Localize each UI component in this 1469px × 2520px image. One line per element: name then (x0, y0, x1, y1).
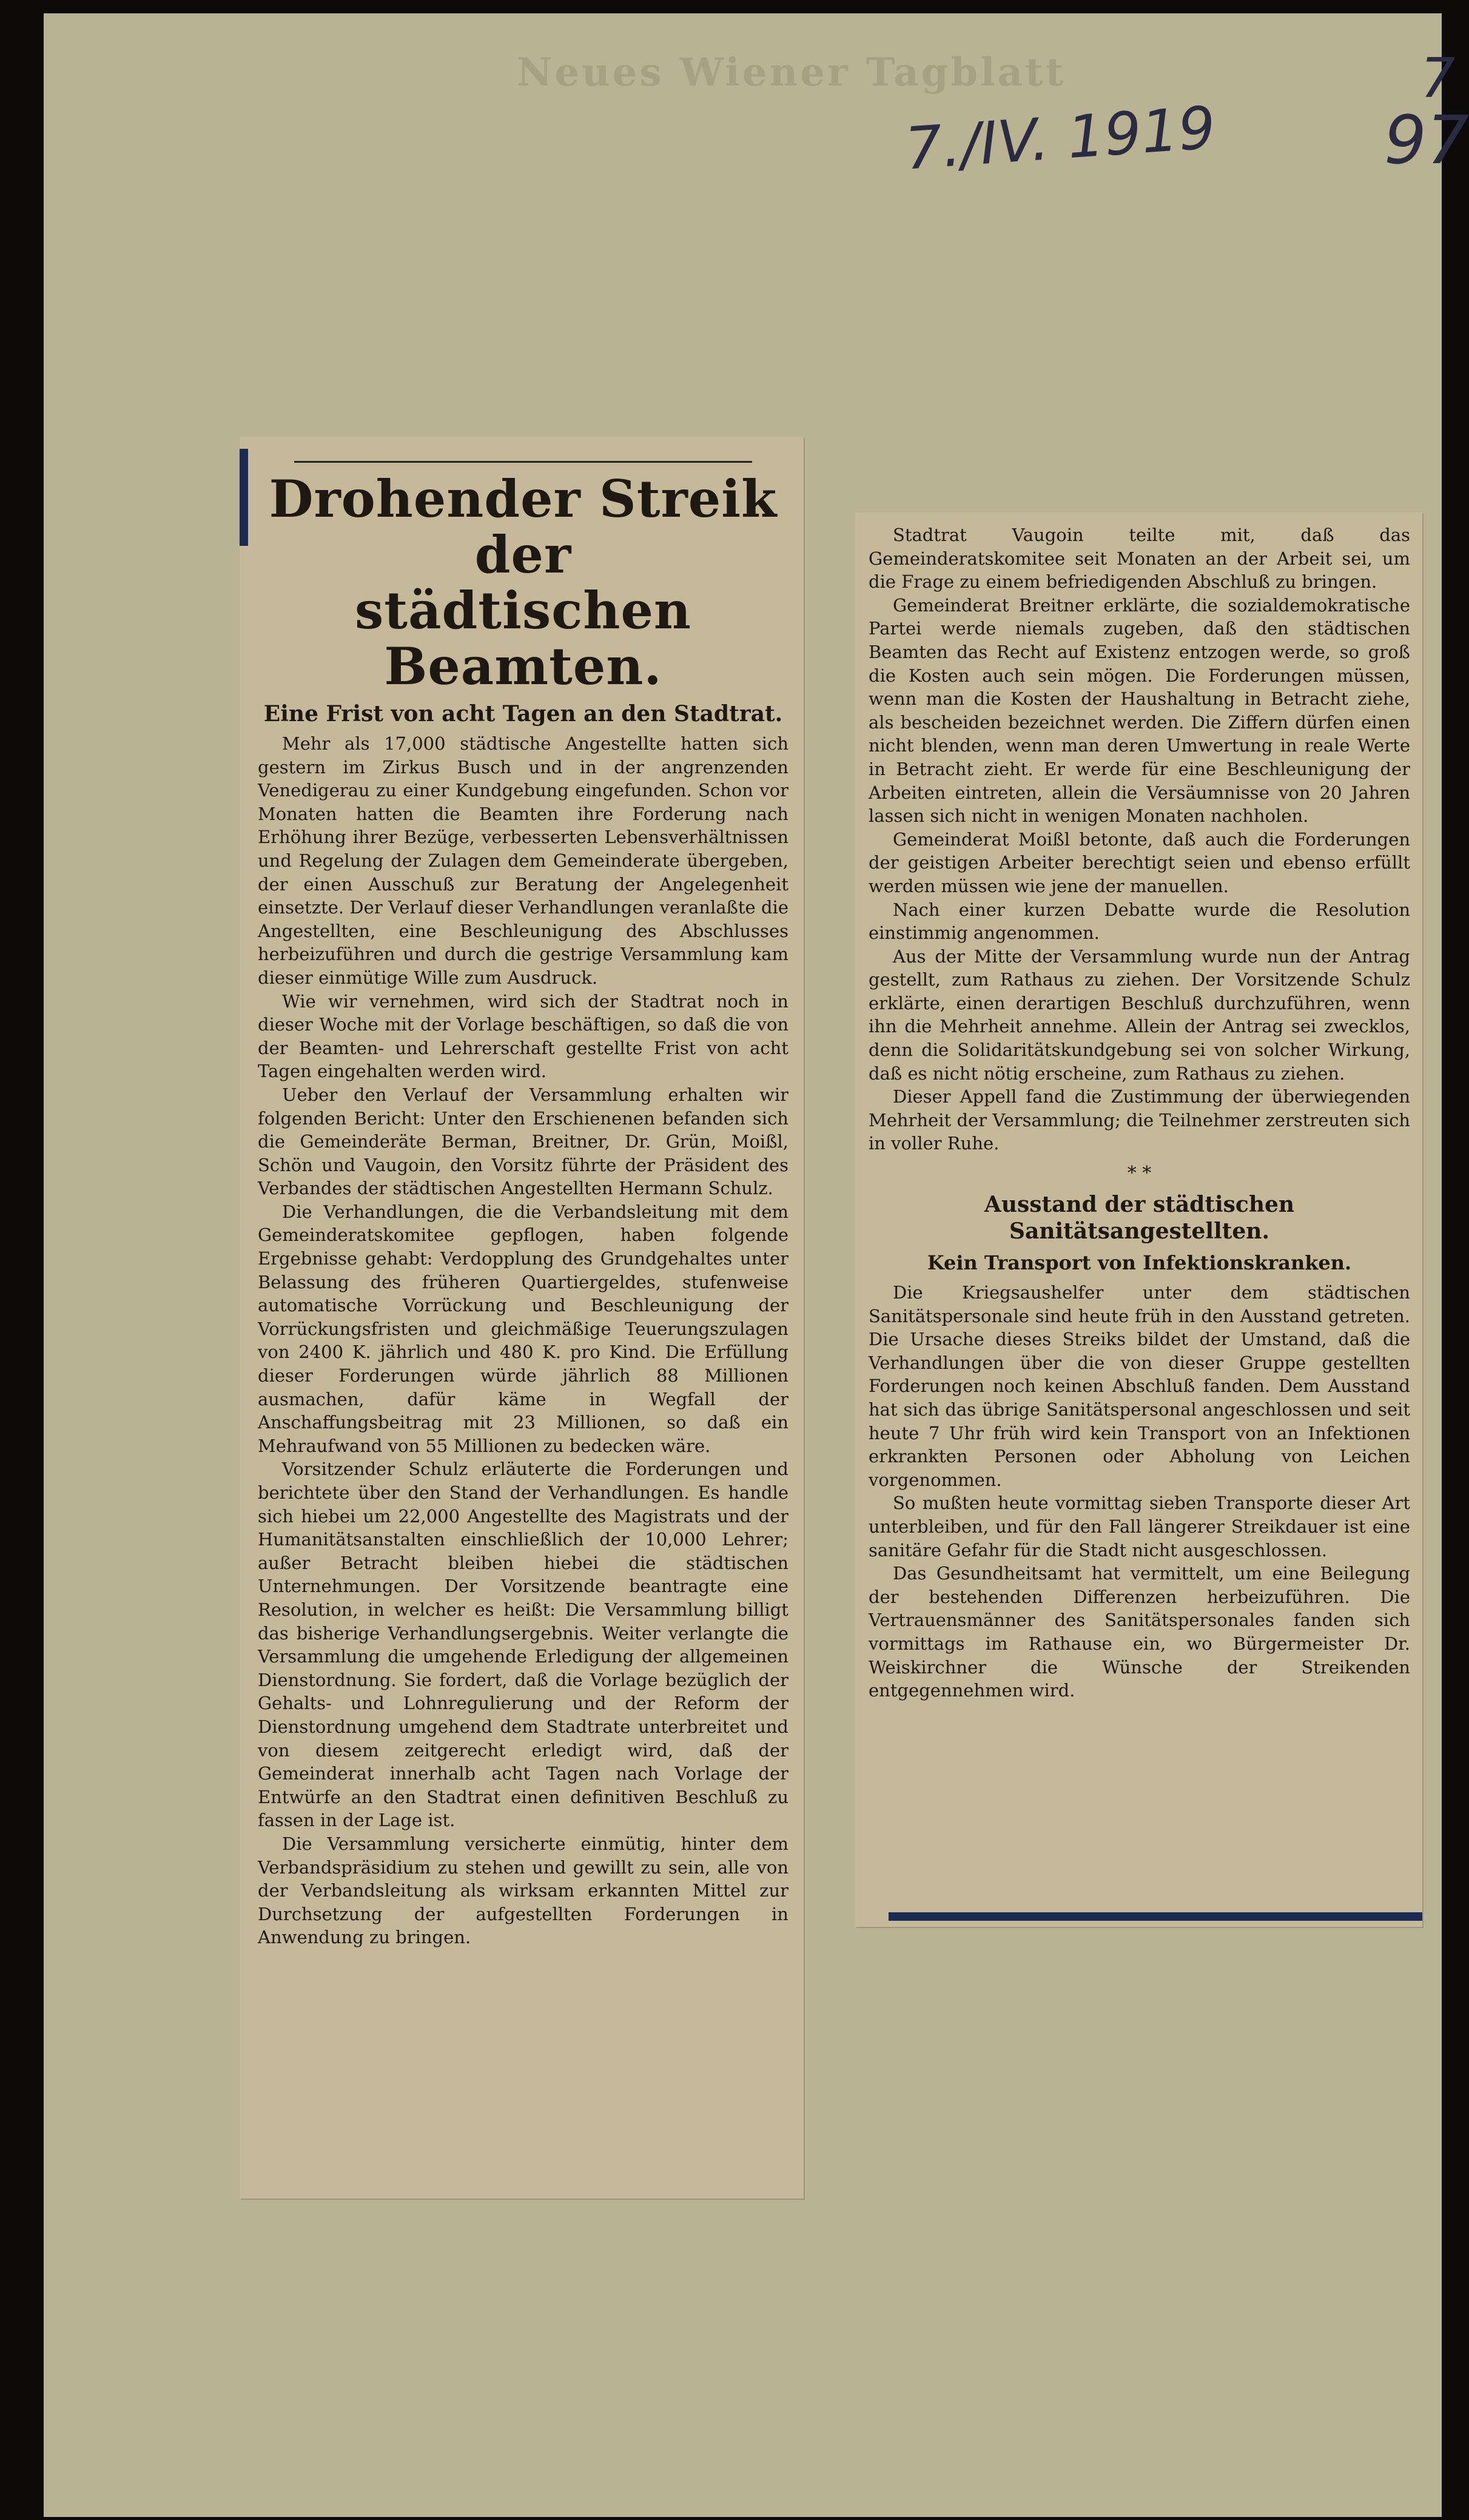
article2-headline: Ausstand der städtischen Sanitätsangestellten. (984, 1192, 1295, 1245)
paragraph: Gemeinderat Breitner erklärte, die sozialdemokratische Partei werde niemals zugeben, daß den städtischen Beamten das Recht auf Existenz entzogen werde, so groß die Kosten auch sein mögen. Die Forderungen müssen, wenn man die Kosten der Haushaltung in Betracht ziehe, als bescheiden bezeichnet werden. Die Ziffern dürfen einen nicht blenden, wenn man deren Umwertung in reale Werte in Betracht zieht. Er werde für eine Beschleunigung der Arbeiten eintreten, allein die Versäumnisse von 20 Jahren lassen sich nicht in wenigen Monaten nachholen. (869, 594, 1410, 827)
article-main (258, 461, 788, 1949)
paragraph: Die Versammlung versicherte einmütig, hinter dem Verbandspräsidium zu stehen und gewillt zu sein, alle von der Verbandsleitung als wirksam erkannten Mittel zur Durchsetzung der aufgestellten Forderungen in Anwendung zu bringen. (258, 1833, 788, 1948)
top-rule (294, 461, 752, 463)
article-headline (258, 471, 788, 694)
paragraph: Dieser Appell fand die Zustimmung der überwiegenden Mehrheit der Versammlung; die Teilnehmer zerstreuten sich in voller Ruhe. (869, 1086, 1410, 1154)
handwritten-page-number: 97 (1384, 101, 1469, 179)
paragraph: Ueber den Verlauf der Versammlung erhalten wir folgenden Bericht: Unter den Erschienenen befanden sich die Gemeinderäte Berman, Breitner, Dr. Grün, Moißl, Schön und Vaugoin, den Vorsitz führte der Präsident des Verbandes der städtischen Angestellten Hermann Schulz. (258, 1084, 788, 1199)
handwritten-mark-top: 7 (1420, 47, 1456, 110)
paragraph: Nach einer kurzen Debatte wurde die Resolution einstimmig angenommen. (869, 899, 1410, 944)
article2-subhead: Kein Transport von Infektionskranken. (927, 1251, 1352, 1275)
paragraph: Die Kriegsaushelfer unter dem städtischen Sanitätspersonale sind heute früh in den Ausstand getreten. Die Ursache dieses Streiks bildet der Umstand, daß die Verhandlungen über die von dieser Gruppe gestellten Forderungen noch keinen Abschluß fanden. Dem Ausstand hat sich das übrige Sanitätspersonal angeschlossen und seit heute 7 Uhr früh wird kein Transport von an Infektionen erkrankten Personen oder Abholung von Leichen vorgenommen. (869, 1282, 1410, 1490)
section-separator: * * (1127, 1163, 1152, 1184)
headline-line-1: Drohender Streik der (269, 469, 778, 585)
paragraph: Wie wir vernehmen, wird sich der Stadtrat noch in dieser Woche mit der Vorlage beschäftigen, so daß die von der Beamten- und Lehrerschaft gestellte Frist von acht Tagen eingehalten werden wird. (258, 990, 788, 1082)
paragraph: Vorsitzender Schulz erläuterte die Forderungen und berichtete über den Stand der Verhandlungen. Es handle sich hiebei um 22,000 Angestellte des Magistrats und der Humanitätsanstalten einschließlich der 10,000 Lehrer; außer Betracht bleiben hiebei die städtischen Unternehmungen. Der Vorsitzende beantragte eine Resolution, in welcher es heißt: Die Versammlung billigt das bisherige Verhandlungsergebnis. Weiter verlangte die Versammlung die umgehende Erledigung der allgemeinen Dienstordnung. Sie fordert, daß die Vorlage bezüglich der Gehalts- und Lohnregulierung und der Reform der Dienstordnung umgehend dem Stadtrate unterbreitet und von diesem zeitgerecht erledigt wird, daß der Gemeinderat innerhalb acht Tagen nach Vorlage der Entwürfe an den Stadtrat einen definitiven Beschluß zu fassen in der Lage ist. (258, 1459, 788, 1831)
paragraph: Aus der Mitte der Versammlung wurde nun der Antrag gestellt, zum Rathaus zu ziehen. Der Vorsitzende Schulz erklärte, einen derartigen Beschluß durchzuführen, wenn ihn die Mehrheit annehme. Allein der Antrag sei zwecklos, denn die Solidaritätskundgebung sei von solcher Wirkung, daß es nicht nötig erscheine, zum Rathaus zu ziehen. (869, 946, 1410, 1084)
paragraph: Gemeinderat Moißl betonte, daß auch die Forderungen der geistigen Arbeiter berechtigt seien und ebenso erfüllt werden müssen wie jene der manuellen. (869, 828, 1410, 896)
newspaper-masthead: Neues Wiener Tagblatt (517, 50, 1066, 95)
clipping-left (240, 437, 804, 2199)
paragraph: Das Gesundheitsamt hat vermittelt, um eine Beilegung der bestehenden Differenzen herbeizuführen. Die Vertrauensmänner des Sanitätspersonales fanden sich vormittags im Rathause ein, wo Bürgermeister Dr. Weiskirchner die Wünsche der Streikenden entgegennehmen wird. (869, 1563, 1410, 1701)
article-subhead: Eine Frist von acht Tagen an den Stadtrat. (263, 701, 783, 727)
paragraph: Die Verhandlungen, die die Verbandsleitung mit dem Gemeinderatskomitee gepflogen, haben folgende Ergebnisse gehabt: Verdopplung des Grundgehaltes unter Belassung des früheren Quartiergeldes, stufenweise automatische Vorrückung und Beschleunigung der Vorrückungsfristen und gleichmäßige Teuerungszulagen von 2400 K. jährlich und 480 K. pro Kind. Die Erfüllung dieser Forderungen würde jährlich 88 Millionen ausmachen, dafür käme in Wegfall der Anschaffungsbeitrag mit 23 Millionen, so daß ein Mehraufwand von 55 Millionen zu bedecken wäre. (258, 1201, 788, 1456)
clipping-right (855, 512, 1422, 1927)
paragraph: So mußten heute vormittag sieben Transporte dieser Art unterbleiben, und für den Fall längerer Streikdauer ist eine sanitäre Gefahr für die Stadt nicht ausgeschlossen. (869, 1493, 1410, 1561)
headline-line-2: städtischen Beamten. (355, 580, 691, 696)
handwritten-date: 7./IV. 1919 (903, 93, 1218, 183)
article-continuation (869, 523, 1410, 1702)
paragraph: Stadtrat Vaugoin teilte mit, daß das Gemeinderatskomitee seit Monaten an der Arbeit sei, um die Frage zu einem befriedigenden Abschluß zu bringen. (869, 525, 1410, 593)
paragraph: Mehr als 17,000 städtische Angestellte hatten sich gestern im Zirkus Busch und in der angrenzenden Venedigerau zu einer Kundgebung eingefunden. Schon vor Monaten hatten die Beamten ihre Forderung nach Erhöhung ihrer Bezüge, verbesserten Lebensverhältnissen und Regelung der Zulagen dem Gemeinderate übergeben, der einen Ausschuß zur Beratung der Angelegenheit einsetzte. Der Verlauf dieser Verhandlungen veranlaßte die Angestellten, eine Beschleunigung des Abschlusses herbeizuführen und durch die gestrige Versammlung kam dieser einmütige Wille zum Ausdruck. (258, 733, 788, 988)
